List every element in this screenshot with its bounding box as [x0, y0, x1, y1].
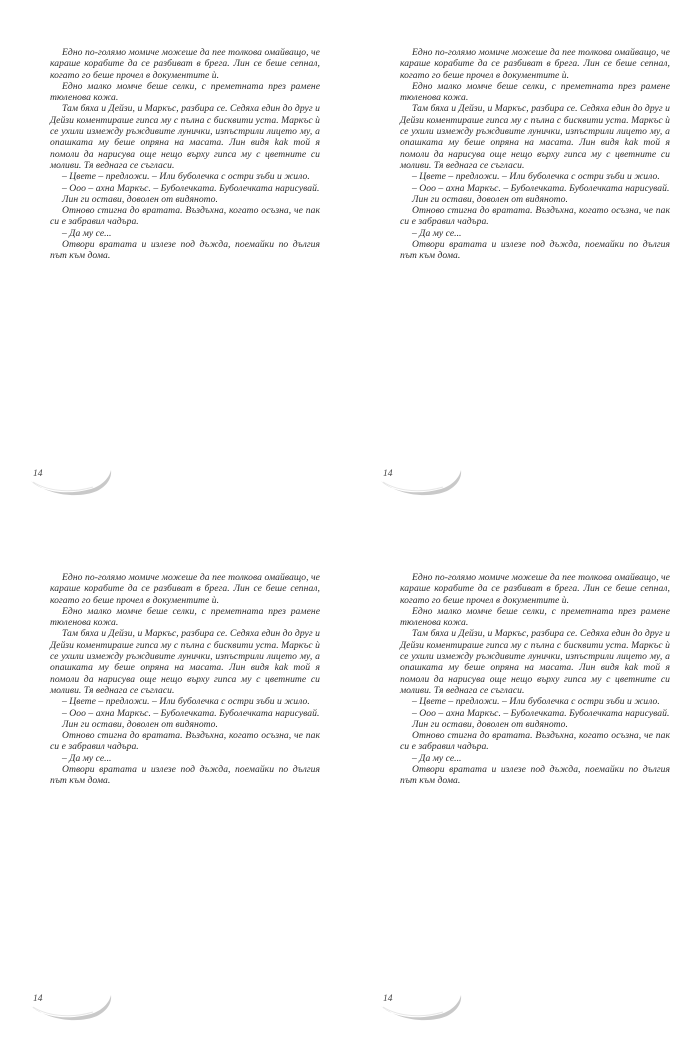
page-number: 14	[383, 469, 393, 479]
paragraph: Едно по-голямо момиче можеше да пее толкова омайващо, че караше корабите да се разбиват в брега. Лин се беше сепнал, когато го беше прочел в документите ѝ.	[50, 47, 320, 81]
paragraph: – Ооо – ахна Маркъс. – Буболечката. Буболечката нарисувай.	[62, 182, 320, 194]
page-number: 14	[383, 994, 393, 1004]
paragraph: Едно малко момче беше селки, с преметната през рамене тюленова кожа.	[400, 80, 670, 104]
paragraph: Едно по-голямо момиче можеше да пее толкова омайващо, че караше корабите да се разбиват в брега. Лин се беше сепнал, когато го беше прочел в документите ѝ.	[400, 572, 670, 606]
paragraph: – Да му се...	[412, 227, 462, 239]
paragraph: – Да му се...	[412, 752, 462, 764]
book-page	[350, 0, 700, 525]
paragraph: Едно по-голямо момиче можеше да пее толкова омайващо, че караше корабите да се разбиват в брега. Лин се беше сепнал, когато го беше прочел в документите ѝ.	[400, 47, 670, 81]
paragraph: Лин ги остави, доволен от видяното.	[412, 718, 568, 730]
paragraph: – Цвете – предложи. – Или буболечка с остри зъби и жило.	[412, 696, 660, 708]
body-text	[50, 572, 320, 787]
book-page	[350, 525, 700, 1050]
paragraph: Там бяха и Дейзи, и Маркъс, разбира се. Седяха един до друг и Дейзи коментираше гипса му с пълна с бисквити уста. Маркъс ѝ се ухили измежду ръждивите лунички, изпъстрили лицето му, а опашката му беше опряна на масата. Лин видя kak той я помоли да нарисува още нещо върху гипса му с цветните си моливи. Тя веднага се съгласи.	[50, 103, 320, 171]
paragraph: Отново стигна до вратата. Въздъхна, когато осъзна, че пак си е забравил чадъра.	[50, 205, 320, 228]
paragraph: – Ооо – ахна Маркъс. – Буболечката. Буболечката нарисувай.	[412, 182, 670, 194]
paragraph: – Ооо – ахна Маркъс. – Буболечката. Буболечката нарисувай.	[62, 707, 320, 719]
paragraph: Там бяха и Дейзи, и Маркъс, разбира се. Седяха един до друг и Дейзи коментираше гипса му с пълна с бисквити уста. Маркъс ѝ се ухили измежду ръждивите лунички, изпъстрили лицето му, а опашката му беше опряна на масата. Лин видя kak той я помоли да нарисува още нещо върху гипса му с цветните си моливи. Тя веднага се съгласи.	[50, 628, 320, 696]
paragraph: – Да му се...	[62, 227, 112, 239]
paragraph: Там бяха и Дейзи, и Маркъс, разбира се. Седяха един до друг и Дейзи коментираше гипса му с пълна с бисквити уста. Маркъс ѝ се ухили измежду ръждивите лунички, изпъстрили лицето му, а опашката му беше опряна на масата. Лин видя kak той я помоли да нарисува още нещо върху гипса му с цветните си моливи. Тя веднага се съгласи.	[400, 628, 670, 696]
book-page	[0, 0, 350, 525]
body-text	[50, 47, 320, 262]
paragraph: Отвори вратата и излезе под дъжда, поемайки по дългия път към дома.	[50, 764, 320, 787]
paragraph: Едно малко момче беше селки, с преметната през рамене тюленова кожа.	[50, 605, 320, 629]
paragraph: – Цвете – предложи. – Или буболечка с остри зъби и жило.	[62, 696, 310, 708]
book-page	[0, 525, 350, 1050]
paragraph: – Ооо – ахна Маркъс. – Буболечката. Буболечката нарисувай.	[412, 707, 670, 719]
page-number: 14	[33, 469, 43, 479]
paragraph: – Цвете – предложи. – Или буболечка с остри зъби и жило.	[62, 171, 310, 183]
paragraph: Лин ги остави, доволен от видяното.	[412, 193, 568, 205]
body-text	[400, 572, 670, 787]
paragraph: Едно малко момче беше селки, с преметната през рамене тюленова кожа.	[50, 80, 320, 104]
paragraph: Едно малко момче беше селки, с преметната през рамене тюленова кожа.	[400, 605, 670, 629]
paragraph: – Да му се...	[62, 752, 112, 764]
paragraph: Отново стигна до вратата. Въздъхна, когато осъзна, че пак си е забравил чадъра.	[400, 205, 670, 228]
paragraph: Отвори вратата и излезе под дъжда, поемайки по дългия път към дома.	[400, 764, 670, 787]
body-text	[400, 47, 670, 262]
paragraph: – Цвете – предложи. – Или буболечка с остри зъби и жило.	[412, 171, 660, 183]
paragraph: Лин ги остави, доволен от видяното.	[62, 193, 218, 205]
paragraph: Отвори вратата и излезе под дъжда, поемайки по дългия път към дома.	[400, 239, 670, 262]
paragraph: Отново стигна до вратата. Въздъхна, когато осъзна, че пак си е забравил чадъра.	[400, 730, 670, 753]
paragraph: Едно по-голямо момиче можеше да пее толкова омайващо, че караше корабите да се разбиват в брега. Лин се беше сепнал, когато го беше прочел в документите ѝ.	[50, 572, 320, 606]
page-number: 14	[33, 994, 43, 1004]
paragraph: Отново стигна до вратата. Въздъхна, когато осъзна, че пак си е забравил чадъра.	[50, 730, 320, 753]
paragraph: Отвори вратата и излезе под дъжда, поемайки по дългия път към дома.	[50, 239, 320, 262]
paragraph: Там бяха и Дейзи, и Маркъс, разбира се. Седяха един до друг и Дейзи коментираше гипса му с пълна с бисквити уста. Маркъс ѝ се ухили измежду ръждивите лунички, изпъстрили лицето му, а опашката му беше опряна на масата. Лин видя kak той я помоли да нарисува още нещо върху гипса му с цветните си моливи. Тя веднага се съгласи.	[400, 103, 670, 171]
paragraph: Лин ги остави, доволен от видяното.	[62, 718, 218, 730]
